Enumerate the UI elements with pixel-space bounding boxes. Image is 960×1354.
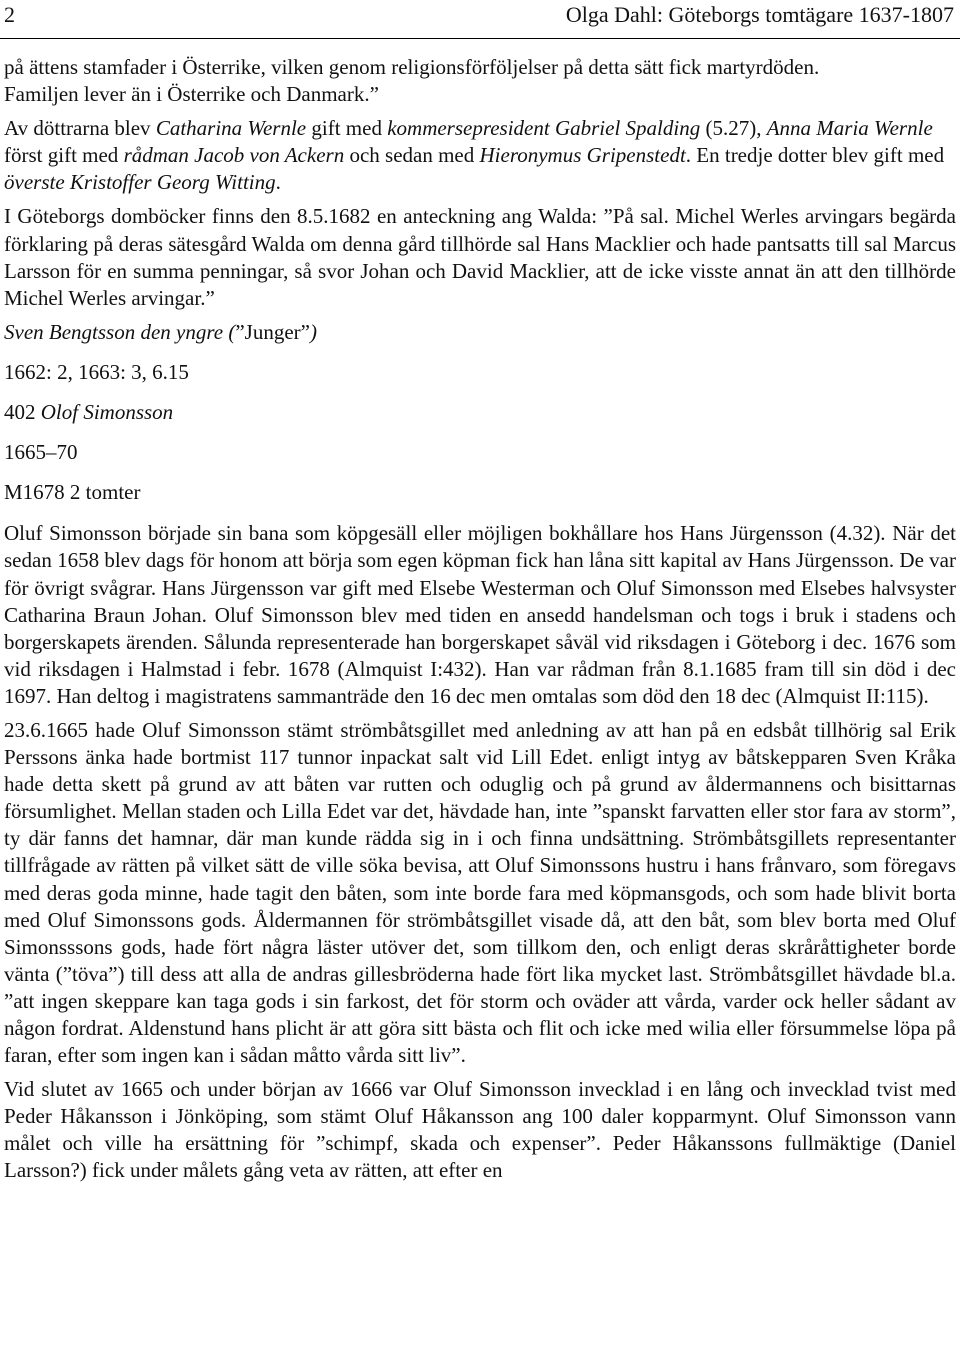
paragraph-oluf-career: Oluf Simonsson började sin bana som köpgesäll eller möjligen bokhållare hos Hans Jürgensson (4.32). När det sedan 1658 blev dags för honom att börja som egen köpman fick han låna sitt kapital av Hans Jürgensson. De var för övrigt svågrar. Hans Jürgensson var gift med Elsebe Westerman och Oluf Simonsson med Elsebes halvsyster Catharina Braun Johan. Oluf Simonsson blev med tiden en ansedd handelsman och togs i bruk i stadens och borgerskapets ärenden. Sålunda representerade han borgerskapet såväl vid riksdagen i Göteborg i dec. 1676 som vid riksdagen i Halmstad i febr. 1678 (Almquist I:432). Han var rådman från 8.1.1685 fram till sin död i dec 1697. Han deltog i magistratens sammanträde den 16 dec men omtalas som död den 18 dec (Almquist II:115). — [4, 521, 956, 708]
italic-name: Anna Maria Wernle — [766, 116, 933, 141]
text-run: först gift med — [4, 143, 124, 168]
years-line: 1662: 2, 1663: 3, 6.15 — [4, 359, 189, 384]
entry-heading — [4, 399, 956, 426]
italic-name: överste Kristoffer Georg Witting — [4, 170, 276, 195]
italic-name: kommersepresident Gabriel Spalding — [387, 116, 701, 141]
header-rule — [0, 38, 960, 39]
text-run: gift med — [306, 116, 388, 141]
page-header — [0, 0, 960, 36]
italic-name: Catharina Wernle — [155, 116, 307, 141]
paragraph-continued — [4, 54, 956, 108]
paragraph-strombatsgillet: 23.6.1665 hade Oluf Simonsson stämt strömbåtsgillet med anledning av att han på en edsbåt tillhörig sal Erik Perssons änka hade bortmist 117 tunnor inpackat salt vid Lill Edet. enligt intyg av båtskepparen Sven Kråka hade detta skett på grund av att båten var rutten och oduglig och på grund av åldermannens och bisittarnas försumlighet. Mellan staden och Lilla Edet var det, hävdade han, inte ”spanskt farvatten eller stor fara av storm”, ty där fanns det hamnar, där man kunde rädda sig in i och finna undsättning. Strömbåtsgillets representanter tillfrågade av rätten på vilket sätt de ville söka bevisa, att Oluf Simonssons hustru i hans frånvaro, som föregavs med deras goda minne, hade tagit den båten, som inte borde fara med köpmansgods, och som hade blivit borta med Oluf Simonssons gods. Åldermannen för strömbåtsgillet visade då, att den båt, som blev borta med Oluf Simonsssons gods, hade fört några läster utöver det, som tillkom den, och enligt deras skråråttigheter borde vänta (”töva”) till dess att alla de andras gillesbröderna hade fört lika mycket last. Strömbåtsgillet hävdade bl.a. ”att ingen skeppare kan taga gods i sin farkost, det för storm och oväder att vårda, varder ock heller sådant av någon fordrat. Aldenstund hans plicht är att göra sitt bästa och flit och icke med wilia eller försummelse löpa på faran, efter som ingen kan i sådan måtto vårda sitt liv”. — [4, 717, 956, 1068]
text-run: och sedan med — [344, 143, 480, 168]
paragraph-daughters — [4, 115, 956, 196]
tomter-line: M1678 2 tomter — [4, 480, 141, 505]
paragraph-line: Familjen lever än i Österrike och Danmark.” — [4, 82, 379, 107]
entry-number: 402 — [4, 400, 41, 425]
text-run: . — [275, 170, 281, 195]
italic-name: Hieronymus Gripenstedt — [479, 143, 686, 168]
italic-name: rådman Jacob von Ackern — [123, 143, 345, 168]
italic-name: Sven Bengtsson den yngre ( — [4, 319, 236, 344]
text-run: ”Junger” — [235, 319, 310, 344]
text-run: . En tredje dotter blev gift med — [685, 143, 945, 168]
text-run: Av döttrarna blev — [4, 116, 156, 141]
person-heading — [4, 319, 956, 346]
italic-name: Olof Simonsson — [40, 400, 174, 425]
paragraph-line: på ättens stamfader i Österrike, vilken genom religionsförföljelser på detta sätt fick martyrdöden. — [4, 55, 820, 79]
period-line: 1665–70 — [4, 440, 78, 465]
text-run: (5.27), — [700, 116, 767, 141]
paragraph-tvist: Vid slutet av 1665 och under början av 1666 var Oluf Simonsson invecklad i en lång och invecklad tvist med Peder Håkansson i Jönköping, som stämt Oluf Håkansson ang 100 daler kopparmynt. Oluf Simonsson vann målet och ville ha ersättning för ”schimpf, skada och expenser”. Peder Håkanssons fullmäktige (Daniel Larsson?) fick under målets gång veta av rätten, att efter en — [4, 1077, 956, 1183]
paragraph-dombocker: I Göteborgs domböcker finns den 8.5.1682 en anteckning ang Walda: ”På sal. Michel Werles arvingars begärda förklaring på deras sätesgård Walda om denna gård tillhörde sal Hans Macklier och hade pantsatts till sal Marcus Larsson för en summa penningar, så svor Johan och David Macklier, att de icke visste annat än att den tillhörde Michel Werles arvingar.” — [4, 204, 956, 310]
italic-name: ) — [309, 319, 317, 344]
page-number: 2 — [4, 2, 15, 27]
running-title: Olga Dahl: Göteborgs tomtägare 1637-1807 — [565, 2, 954, 27]
page-content — [4, 54, 956, 1185]
